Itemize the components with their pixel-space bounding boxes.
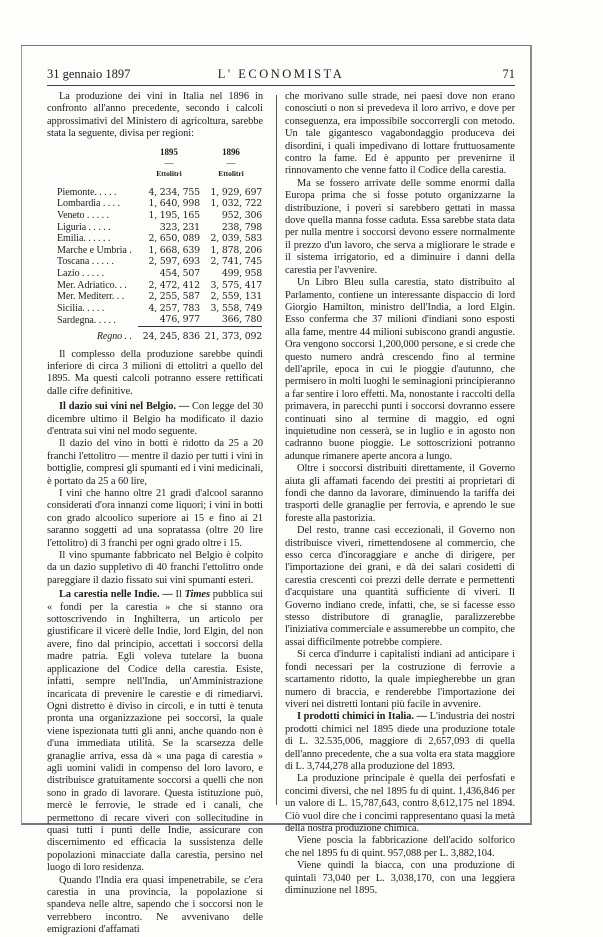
region-cell: Marche e Umbria . xyxy=(57,244,132,256)
value-1896: 499, 958 xyxy=(221,267,262,279)
belgio-paragraph-3: I vini che hanno oltre 21 gradi d'alcool saranno considerati d'ora innanzi come liquori; i vini in botti con grado alcoolico superiore ai 15 e fino ai 21 saranno soggetti ad una sopratassa (oltre 20 lire l'ettolitro) di 3 franchi per ogni grado oltre i 15. xyxy=(47,488,263,549)
header-rule xyxy=(47,85,515,86)
region-cell: Emilia. . . . . . xyxy=(57,233,111,245)
region-cell: Toscana . . . . . xyxy=(57,256,114,268)
col-header-1895: 1895 xyxy=(160,146,178,157)
region-cell: Sardegna. . . . . xyxy=(57,314,116,326)
indie-heading: La carestia nelle Indie. — xyxy=(59,589,173,601)
paragraph: Oltre i soccorsi distribuiti direttamente, il Governo aiuta gli affamati facendo dei prestiti ai proprietari di fondi che danno da lavorare, diminuendo la tariffa dei trasporti delle granaglie per ferrovia, e aprendo le sue foreste alla pastorizia. xyxy=(285,463,515,524)
value-1895: 2, 472, 412 xyxy=(148,279,200,291)
region-cell: Lazio . . . . . xyxy=(57,267,105,279)
table-row xyxy=(57,222,262,234)
value-1896: 1, 032, 722 xyxy=(210,198,262,210)
indie-paragraph-2: Quando l'India era quasi impenetrabile, se c'era carestia in una provincia, la popolazione si spandeva nelle altre, sapendo che i soccorsi non le verrebbero incontro. Ne avvenivano delle emigrazioni d'affamati xyxy=(47,874,263,936)
table-row xyxy=(57,256,262,268)
wine-conclusion-paragraph: Il complesso della produzione sarebbe quindi inferiore di circa 3 milioni di ettolitri a quello del 1895. Ma questi calcoli potranno essere rettificati dalle cifre definitive. xyxy=(47,348,263,397)
value-1895: 2, 597, 693 xyxy=(148,256,200,268)
total-1895: 24, 245, 836 xyxy=(142,330,200,342)
table-row xyxy=(57,187,262,199)
paragraph: Un Libro Bleu sulla carestia, stato distribuito al Parlamento, contiene un interessante dispaccio di lord Giorgio Hamilton, ministro dell'India, a lord Elgin. Esso conferma che 37 milioni d'indiani sono esposti alla fame, mentre 44 milioni subiscono grandi angustie. Ora vengono soccorsi 1,200,000 persone, e si crede che questo numero andrà crescendo fino al termine dell'aprile, epoca in cui le pioggie d'autunno, che permisero in molti luoghi le seminagioni principieranno a far sentire i loro effetti. Ma, nonostante i raccolti della primavera, in parecchi punti i soccorsi dovranno essere continuati sino al termine di maggio, ed ogni inquietudine non cesserà, se in luglio e in agosto non cadranno buone pioggie. Le sottoscrizioni potranno adunque rimanere aperte ancora a lungo. xyxy=(285,277,515,462)
value-1896: 3, 558, 749 xyxy=(210,302,262,314)
region-cell: Lombardia . . . . xyxy=(57,198,121,210)
paragraph: Si cerca d'indurre i capitalisti indiani ad anticipare i fondi necessari per la costruzione di ferrovie a scartamento ridotto, la quale impiegherebbe un gran numero di braccia, e renderebbe l'importazione dei viveri nei distretti lontani più facile in avvenire. xyxy=(285,649,515,710)
col-header-1896: 1896 xyxy=(222,146,240,157)
paragraph: Ma se fossero arrivate delle somme enormi dalla Europa prima che si fosse potuto organizzarne la distribuzione, i poveri si sarebbero gettati in massa dove quella manna fosse caduta. Essa sarebbe stata data per nulla mentre i soccorsi devono essere normalmente il prezzo d'un lavoro, che serva a migliorare le strade e il sistema irrigatorio, ed a diminuire i danni della carestia per l'avvenire. xyxy=(285,177,515,276)
value-1896: 2, 741, 745 xyxy=(210,256,262,268)
continued-paragraph: che morivano sulle strade, nei paesi dove non erano conosciuti o non si prevedeva il loro arrivo, e dove per conseguenza, era impossibile soccorrergli con metodo. Un tale gigantesco vagabondaggio produceva dei disordini, i quali impedivano di lottare fruttuosamente contro la fame. Ed è appunto per prevenirne il rinnovamento che venne fatto il Codice della carestia. xyxy=(285,91,515,177)
total-1896: 21, 373, 092 xyxy=(204,330,262,342)
value-1896: 952, 306 xyxy=(221,210,262,221)
paragraph: La produzione principale è quella dei perfosfati e concimi diversi, che nel 1895 fu di quint. 1,436,846 per un valore di L. 15,787,643, contro 8,612,175 nel 1894. Ciò vuol dire che i concimi rappresentano quasi la metà della nostra produzione chimica. xyxy=(285,773,515,834)
value-1896: 1, 878, 206 xyxy=(210,244,262,256)
col-unit: Ettolitri xyxy=(218,169,244,179)
table-row xyxy=(57,210,262,222)
region-cell: Piemonte. . . . . xyxy=(57,186,117,198)
col-unit: Ettolitri xyxy=(156,169,182,179)
total-label: Regno . . xyxy=(96,330,132,342)
region-cell: Veneto . . . . . xyxy=(57,210,109,221)
region-cell: Mer. Mediterr. . . xyxy=(57,291,125,303)
value-1895: 4, 257, 783 xyxy=(148,302,200,314)
wine-intro-paragraph: La produzione dei vini in Italia nel 1896 in confronto all'anno precedente, secondo i calcoli approssimativi del Ministero di agricoltura, sarebbe stata la seguente, divisa per regioni: xyxy=(47,91,263,140)
value-1895: 2, 255, 587 xyxy=(148,291,200,303)
table-row xyxy=(57,245,262,257)
table-row xyxy=(57,314,262,326)
table-row xyxy=(57,233,262,245)
issue-date: 31 gennaio 1897 xyxy=(47,67,131,81)
value-1896: 366, 780 xyxy=(221,314,262,326)
paragraph: Viene poscia la fabbricazione dell'acido solforico che nel 1895 fu di quint. 957,088 per L. 3,882,104. xyxy=(285,835,515,859)
belgio-text: Con legge del 30 dicembre ultimo il Belgio ha modificato il dazio d'entrata sui vini nel modo seguente. xyxy=(47,401,263,437)
value-1895: 454, 507 xyxy=(159,267,200,279)
value-1895: 4, 234, 755 xyxy=(148,186,200,198)
col-dash: — xyxy=(226,158,236,169)
belgio-heading: Il dazio sui vini nel Belgio. — xyxy=(59,401,190,413)
table-row xyxy=(57,303,262,315)
chimici-heading: I prodotti chimici in Italia. — xyxy=(297,711,427,723)
paragraph: Del resto, tranne casi eccezionali, il Governo non distribuisce viveri, rimettendosene al commercio, che esso cerca d'incoraggiare e anche di dirigere, per l'importazione dei grani, e dà dei salari cosidetti di carestia crescenti coi prezzi delle derrate e permettenti d'acquistare una quantità sufficiente di viveri. Il Governo indiano crede, infatti, che, se si facesse esso stesso distributore di granaglie, paralizzerebbe l'iniziativa commerciale e assumerebbe un compito, che assai difficilmente potrebbe compiere. xyxy=(285,525,515,648)
value-1896: 238, 798 xyxy=(221,221,262,233)
page-header xyxy=(47,65,515,87)
page-number: 71 xyxy=(502,67,515,81)
indie-text: Il xyxy=(172,589,185,601)
region-cell: Mer. Adriatico. . . xyxy=(57,279,127,291)
value-1895: 2, 650, 089 xyxy=(148,233,200,245)
col-dash: — xyxy=(164,158,174,169)
left-column xyxy=(47,91,263,937)
value-1895: 323, 231 xyxy=(159,221,200,233)
value-1896: 2, 039, 583 xyxy=(210,233,262,245)
chimici-text: L'industria dei nostri prodotti chimici nel 1895 diede una produzione totale di L. 32.535,006, maggiore di 2,657,093 di quella dell'anno precedente, che a sua volta era stata maggiore di L. 3,744,278 alla produzione del 1893. xyxy=(285,711,515,772)
value-1896: 3, 575, 417 xyxy=(210,279,262,291)
table-row xyxy=(57,268,262,280)
total-row xyxy=(57,331,262,343)
value-1895: 1, 195, 165 xyxy=(148,210,200,221)
indie-paragraph xyxy=(47,589,263,874)
region-cell: Liguria . . . . . xyxy=(57,221,111,233)
paragraph: Viene quindi la biacca, con una produzione di quintali 73,040 per L. 3,038,170, con una leggiera diminuzione nel 1895. xyxy=(285,860,515,896)
indie-text: pubblica sui « fondi per la carestia » che si stanno ora sottoscrivendo in Inghilterra, un articolo per giustificare il vicerè delle Indie, lord Elgin, del non avere, fino dal principio, accettati i soccorsi della madre patria. Egli voleva tutelare la buona applicazione del Codice della carestia. Esiste, infatti, sempre nell'India, un'Amministrazione incaricata di prevenire le carestie e di rimediarvi. Ogni distretto è diviso in circoli, e in tutti è tenuta pronta una organizzazione pei soccorsi, la quale viene ispezionata tutti gli anni, anche quando non è d'una immediata utilità. Se la scarsezza delle granaglie arriva, essa dà « una paga di carestia » agli uomini validi in compenso del loro lavoro, e distribuisce gratuitamente soccorsi a quelli che non sono in grado di lavorare. Questa istituzione può, mercè le ferrovie, le strade ed i canali, che permettono di recare viveri con sollecitudine in quasi tutti i punti delle Indie, assicurare con discernimento ed efficacia la sussistenza delle popolazioni minacciate dalla carestia, persino nel luogo di loro residenza. xyxy=(47,589,264,874)
times-citation: Times xyxy=(184,589,210,601)
value-1895: 476, 977 xyxy=(159,314,200,326)
belgio-paragraph-2: Il dazio del vino in botti è ridotto da 25 a 20 franchi l'ettolitro — mentre il dazio per tutti i vini in bottiglie, compresi gli spumanti ed i vini medicinali, è portato da 25 a 60 lire, xyxy=(47,438,263,487)
value-1896: 1, 929, 697 xyxy=(210,186,262,198)
belgio-paragraph-4: Il vino spumante fabbricato nel Belgio è colpito da un dazio suppletivo di 40 franchi l'ettolitro onde pareggiare il dazio fissato sui vini spumanti esteri. xyxy=(47,550,263,586)
table-row xyxy=(57,291,262,303)
region-cell: Sicilia. . . . . xyxy=(57,302,105,314)
value-1895: 1, 668, 639 xyxy=(148,244,200,256)
wine-production-table xyxy=(57,147,262,343)
column-divider xyxy=(276,95,277,805)
table-row xyxy=(57,280,262,292)
chimici-paragraph xyxy=(285,711,515,773)
table-row xyxy=(57,198,262,210)
value-1895: 1, 640, 998 xyxy=(148,198,200,210)
belgio-paragraph xyxy=(47,401,263,438)
right-column xyxy=(285,91,515,897)
journal-title: L' ECONOMISTA xyxy=(217,67,345,81)
value-1896: 2, 559, 131 xyxy=(210,291,262,303)
